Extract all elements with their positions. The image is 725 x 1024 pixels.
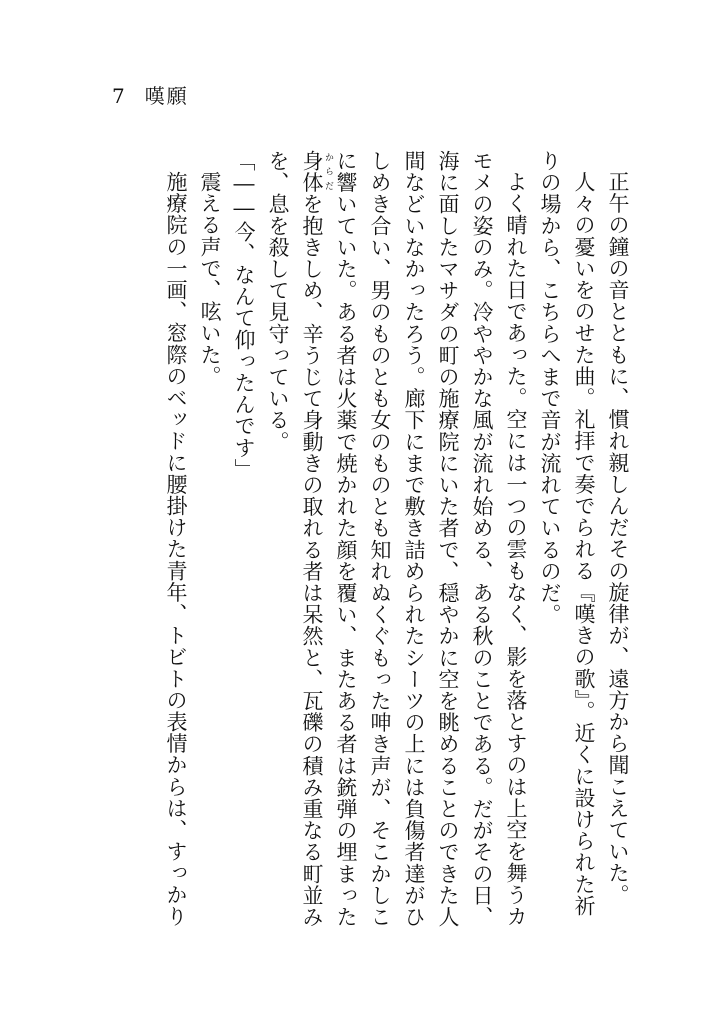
paragraph-3-part-1: よく晴れた日であった。空には一つの雲もなく、影を落とすのは上空を舞うカモメの姿のみ。冷ややかな風が流れ始める、ある秋のことである。だがその日、海に面したマサダの町の施療院にいた者で、穏やかに空を眺めることのできた人間などいなかったろう。廊下にまで敷き詰められたシーツの上には負傷者達がひしめき合い、男のものとも女のものとも知れぬくぐもった呻き声が、そこかしこに響いていた。ある者は火薬で焼かれた顔を覆い、またある者は銃弾の埋まった	[334, 150, 528, 928]
ruby-base: 身体	[300, 150, 324, 194]
paragraph-3	[261, 150, 533, 930]
paragraph-4: 震える声で、呟いた。	[198, 171, 222, 387]
chapter-title: 嘆願	[144, 84, 189, 108]
page-number: 7	[112, 84, 127, 108]
paragraph-3-part-2: を抱きしめ、辛うじて身動きの取れる者は呆然と、瓦礫の積み重なる町並みを、息を殺して見守っている。	[266, 150, 324, 928]
dialogue-line: 「――今、なんて仰ったんです」	[232, 150, 256, 480]
paragraph-2: 人々の憂いをのせた曲。礼拝で奏でられる『嘆きの歌』。近くに設けられた祈りの場から、こちらへまで音が流れているのだ。	[538, 150, 596, 917]
ruby-karada	[300, 150, 333, 194]
ruby-reading: からだ	[323, 150, 333, 194]
vertical-body-text	[159, 150, 635, 930]
paragraph-5: 施療院の一画、窓際のベッドに腰掛けた青年、トビトの表情からは、すっかり	[164, 171, 188, 927]
paragraph-1: 正午の鐘の音とともに、慣れ親しんだその旋律が、遠方から聞こえていた。	[606, 171, 630, 906]
page-header	[112, 80, 189, 109]
